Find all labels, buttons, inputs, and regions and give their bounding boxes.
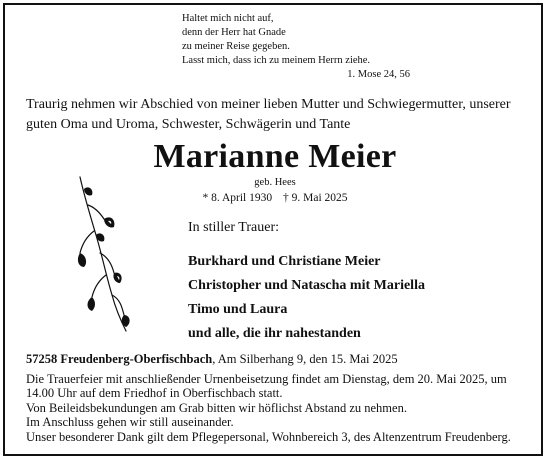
mourners-heading: In stiller Trauer: bbox=[188, 220, 279, 235]
birth-date: * 8. April 1930 bbox=[202, 192, 273, 204]
parting-note: Im Anschluss gehen wir still auseinander. bbox=[26, 415, 234, 429]
thanks-note: Unser besonderer Dank gilt dem Pflegepersonal, Wohnbereich 3, des Altenzentrum Freudenberg. bbox=[26, 429, 511, 444]
condolence-note: Von Beileidsbekundungen am Grab bitten wir höflichst Abstand zu nehmen. bbox=[26, 400, 407, 415]
bible-verse bbox=[182, 12, 412, 82]
birch-branch-icon bbox=[74, 175, 134, 340]
mourner-name: Burkhard und Christiane Meier bbox=[188, 254, 381, 269]
mourner-name: Christopher und Natascha mit Mariella bbox=[188, 278, 425, 293]
verse-reference: 1. Mose 24, 56 bbox=[347, 69, 410, 80]
place-line bbox=[26, 352, 536, 367]
verse-line: Lasst mich, dass ich zu meinem Herrn ziehe. bbox=[182, 55, 371, 66]
verse-line: zu meiner Reise gegeben. bbox=[182, 41, 290, 52]
deceased-name: Marianne Meier bbox=[153, 138, 397, 175]
address-date: , Am Silberhang 9, den 15. Mai 2025 bbox=[212, 352, 398, 366]
verse-line: denn der Herr hat Gnade bbox=[182, 27, 286, 38]
funeral-info: Die Trauerfeier mit anschließender Urnenbeisetzung findet am Dienstag, dem 20. Mai 2025, um 14.00 Uhr auf dem Friedhof in Oberfischbach statt. bbox=[26, 371, 507, 400]
mourners-block bbox=[188, 220, 425, 346]
death-date: † 9. Mai 2025 bbox=[282, 192, 348, 204]
verse-line: Haltet mich nicht auf, bbox=[182, 13, 274, 24]
intro-text: Traurig nehmen wir Abschied von meiner lieben Mutter und Schwiegermutter, unserer guten Oma und Uroma, Schwester, Schwägerin und Tante bbox=[26, 97, 511, 132]
footer-info bbox=[26, 352, 536, 444]
mourner-name: und alle, die ihr nahestanden bbox=[188, 326, 361, 341]
maiden-name: geb. Hees bbox=[254, 177, 296, 188]
place-name: 57258 Freudenberg-Oberfischbach bbox=[26, 352, 213, 366]
mourner-name: Timo und Laura bbox=[188, 302, 288, 317]
